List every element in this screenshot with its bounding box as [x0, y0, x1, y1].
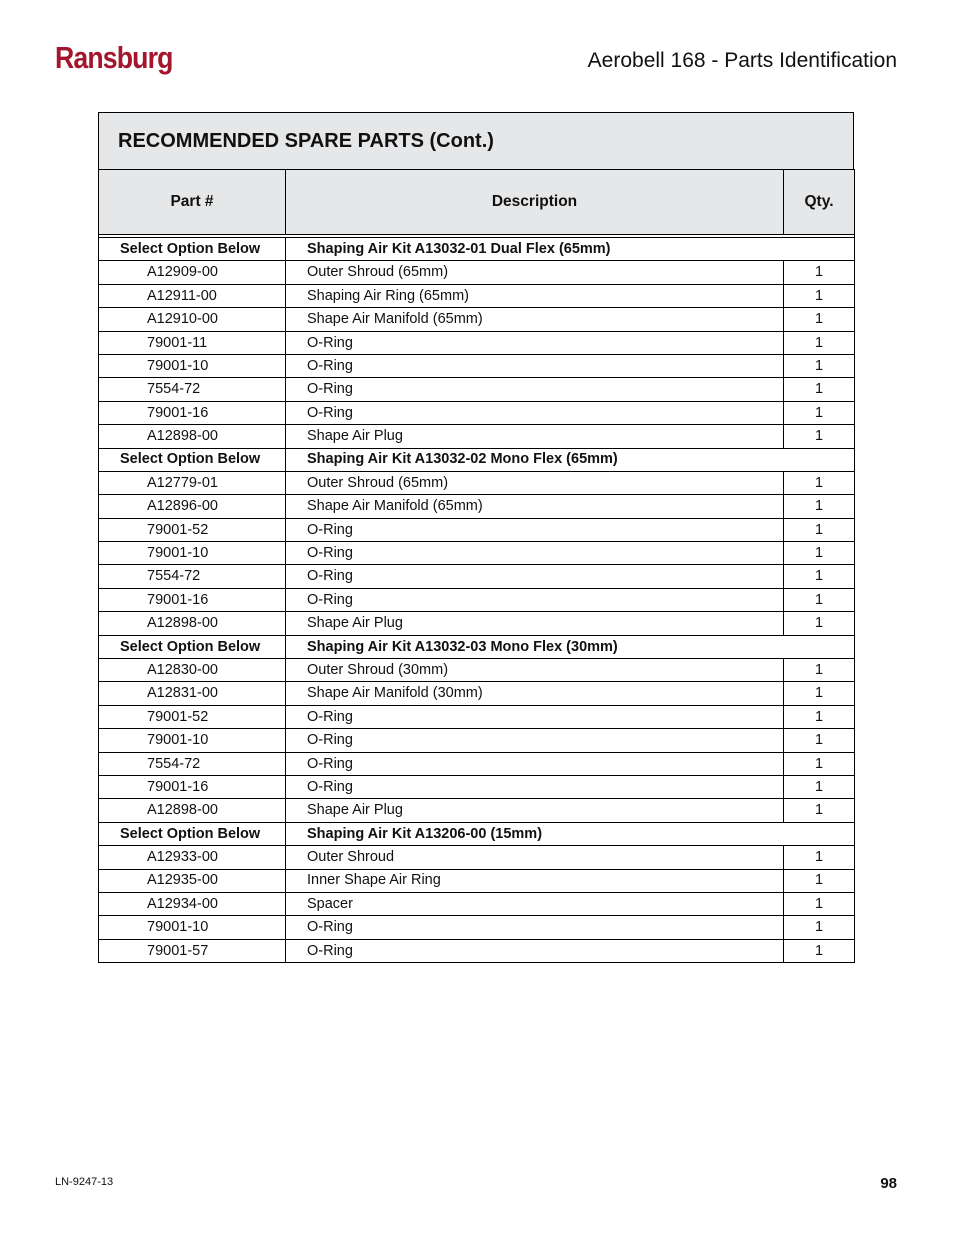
description-cell: O-Ring: [286, 916, 784, 939]
qty-cell: 1: [784, 261, 855, 284]
table-row: [99, 401, 855, 424]
qty-cell: 1: [784, 518, 855, 541]
table-row: [99, 471, 855, 494]
qty-cell: 1: [784, 916, 855, 939]
part-number-cell: A12898-00: [99, 425, 286, 448]
group-header-row: [99, 822, 855, 845]
table-row: [99, 846, 855, 869]
table-row: [99, 869, 855, 892]
table-row: [99, 612, 855, 635]
description-cell: O-Ring: [286, 705, 784, 728]
qty-cell: 1: [784, 869, 855, 892]
qty-cell: 1: [784, 401, 855, 424]
qty-cell: 1: [784, 495, 855, 518]
part-number-cell: 79001-16: [99, 401, 286, 424]
group-option-label: Select Option Below: [99, 448, 286, 471]
part-number-cell: 7554-72: [99, 378, 286, 401]
group-qty-empty: [784, 448, 855, 471]
part-number-cell: A12831-00: [99, 682, 286, 705]
qty-cell: 1: [784, 752, 855, 775]
part-number-cell: A12910-00: [99, 308, 286, 331]
part-number-cell: A12896-00: [99, 495, 286, 518]
qty-cell: 1: [784, 331, 855, 354]
part-number-cell: 79001-57: [99, 939, 286, 962]
qty-cell: 1: [784, 682, 855, 705]
qty-cell: 1: [784, 705, 855, 728]
group-kit-title: Shaping Air Kit A13032-02 Mono Flex (65mm): [286, 448, 784, 471]
qty-cell: 1: [784, 308, 855, 331]
table-row: [99, 308, 855, 331]
part-number-cell: 79001-10: [99, 729, 286, 752]
table-header-row: [99, 170, 855, 235]
table-row: [99, 775, 855, 798]
group-kit-title: Shaping Air Kit A13206-00 (15mm): [286, 822, 784, 845]
qty-cell: 1: [784, 565, 855, 588]
part-number-cell: 79001-10: [99, 916, 286, 939]
qty-cell: 1: [784, 729, 855, 752]
description-cell: Shape Air Manifold (30mm): [286, 682, 784, 705]
table-row: [99, 565, 855, 588]
table-row: [99, 799, 855, 822]
table-row: [99, 729, 855, 752]
section-title: RECOMMENDED SPARE PARTS (Cont.): [98, 112, 854, 169]
description-cell: Shape Air Plug: [286, 612, 784, 635]
group-qty-empty: [784, 238, 855, 261]
group-kit-title: Shaping Air Kit A13032-01 Dual Flex (65mm): [286, 238, 784, 261]
qty-cell: 1: [784, 775, 855, 798]
part-number-cell: A12911-00: [99, 284, 286, 307]
description-cell: Shape Air Plug: [286, 799, 784, 822]
group-qty-empty: [784, 822, 855, 845]
table-row: [99, 588, 855, 611]
table-body: [99, 238, 855, 963]
part-number-cell: A12909-00: [99, 261, 286, 284]
group-option-label: Select Option Below: [99, 822, 286, 845]
table-row: [99, 752, 855, 775]
qty-cell: 1: [784, 378, 855, 401]
table-row: [99, 284, 855, 307]
description-cell: O-Ring: [286, 939, 784, 962]
description-cell: O-Ring: [286, 518, 784, 541]
description-cell: Inner Shape Air Ring: [286, 869, 784, 892]
qty-cell: 1: [784, 354, 855, 377]
description-cell: O-Ring: [286, 331, 784, 354]
part-number-cell: A12898-00: [99, 612, 286, 635]
description-cell: Outer Shroud (65mm): [286, 261, 784, 284]
description-cell: O-Ring: [286, 775, 784, 798]
description-cell: O-Ring: [286, 752, 784, 775]
description-cell: O-Ring: [286, 729, 784, 752]
table-row: [99, 425, 855, 448]
table-row: [99, 659, 855, 682]
qty-cell: 1: [784, 659, 855, 682]
description-cell: O-Ring: [286, 542, 784, 565]
part-number-cell: 79001-10: [99, 354, 286, 377]
group-qty-empty: [784, 635, 855, 658]
page-number: 98: [880, 1175, 897, 1192]
qty-cell: 1: [784, 542, 855, 565]
table-row: [99, 682, 855, 705]
qty-cell: 1: [784, 892, 855, 915]
description-cell: Outer Shroud: [286, 846, 784, 869]
qty-cell: 1: [784, 471, 855, 494]
table-row: [99, 916, 855, 939]
qty-cell: 1: [784, 284, 855, 307]
description-cell: Shape Air Plug: [286, 425, 784, 448]
group-header-row: [99, 238, 855, 261]
part-number-cell: A12935-00: [99, 869, 286, 892]
part-number-cell: A12898-00: [99, 799, 286, 822]
description-cell: Shape Air Manifold (65mm): [286, 495, 784, 518]
group-kit-title: Shaping Air Kit A13032-03 Mono Flex (30mm): [286, 635, 784, 658]
qty-cell: 1: [784, 588, 855, 611]
document-number: LN-9247-13: [55, 1176, 114, 1188]
qty-cell: 1: [784, 846, 855, 869]
qty-cell: 1: [784, 612, 855, 635]
description-cell: Outer Shroud (30mm): [286, 659, 784, 682]
table-row: [99, 261, 855, 284]
part-number-cell: 79001-11: [99, 331, 286, 354]
table-row: [99, 331, 855, 354]
spare-parts-table: [98, 169, 855, 963]
qty-cell: 1: [784, 425, 855, 448]
part-number-cell: 79001-52: [99, 518, 286, 541]
part-number-cell: 79001-10: [99, 542, 286, 565]
column-header-qty: Qty.: [784, 170, 855, 235]
description-cell: O-Ring: [286, 401, 784, 424]
table-row: [99, 378, 855, 401]
table-row: [99, 495, 855, 518]
description-cell: Outer Shroud (65mm): [286, 471, 784, 494]
table-row: [99, 542, 855, 565]
description-cell: Shaping Air Ring (65mm): [286, 284, 784, 307]
part-number-cell: 79001-16: [99, 775, 286, 798]
description-cell: O-Ring: [286, 378, 784, 401]
group-header-row: [99, 635, 855, 658]
table-row: [99, 705, 855, 728]
group-option-label: Select Option Below: [99, 238, 286, 261]
part-number-cell: A12934-00: [99, 892, 286, 915]
table-row: [99, 354, 855, 377]
document-title: Aerobell 168 - Parts Identification: [587, 49, 897, 72]
brand-logo: Ransburg: [55, 40, 173, 75]
qty-cell: 1: [784, 939, 855, 962]
part-number-cell: 79001-52: [99, 705, 286, 728]
qty-cell: 1: [784, 799, 855, 822]
part-number-cell: 7554-72: [99, 565, 286, 588]
description-cell: O-Ring: [286, 565, 784, 588]
part-number-cell: 7554-72: [99, 752, 286, 775]
group-option-label: Select Option Below: [99, 635, 286, 658]
table-row: [99, 939, 855, 962]
spare-parts-table-container: [98, 112, 854, 963]
description-cell: Spacer: [286, 892, 784, 915]
part-number-cell: A12779-01: [99, 471, 286, 494]
description-cell: Shape Air Manifold (65mm): [286, 308, 784, 331]
table-row: [99, 892, 855, 915]
part-number-cell: A12830-00: [99, 659, 286, 682]
group-header-row: [99, 448, 855, 471]
description-cell: O-Ring: [286, 588, 784, 611]
column-header-part-number: Part #: [99, 170, 286, 235]
column-header-description: Description: [286, 170, 784, 235]
table-row: [99, 518, 855, 541]
part-number-cell: 79001-16: [99, 588, 286, 611]
part-number-cell: A12933-00: [99, 846, 286, 869]
description-cell: O-Ring: [286, 354, 784, 377]
